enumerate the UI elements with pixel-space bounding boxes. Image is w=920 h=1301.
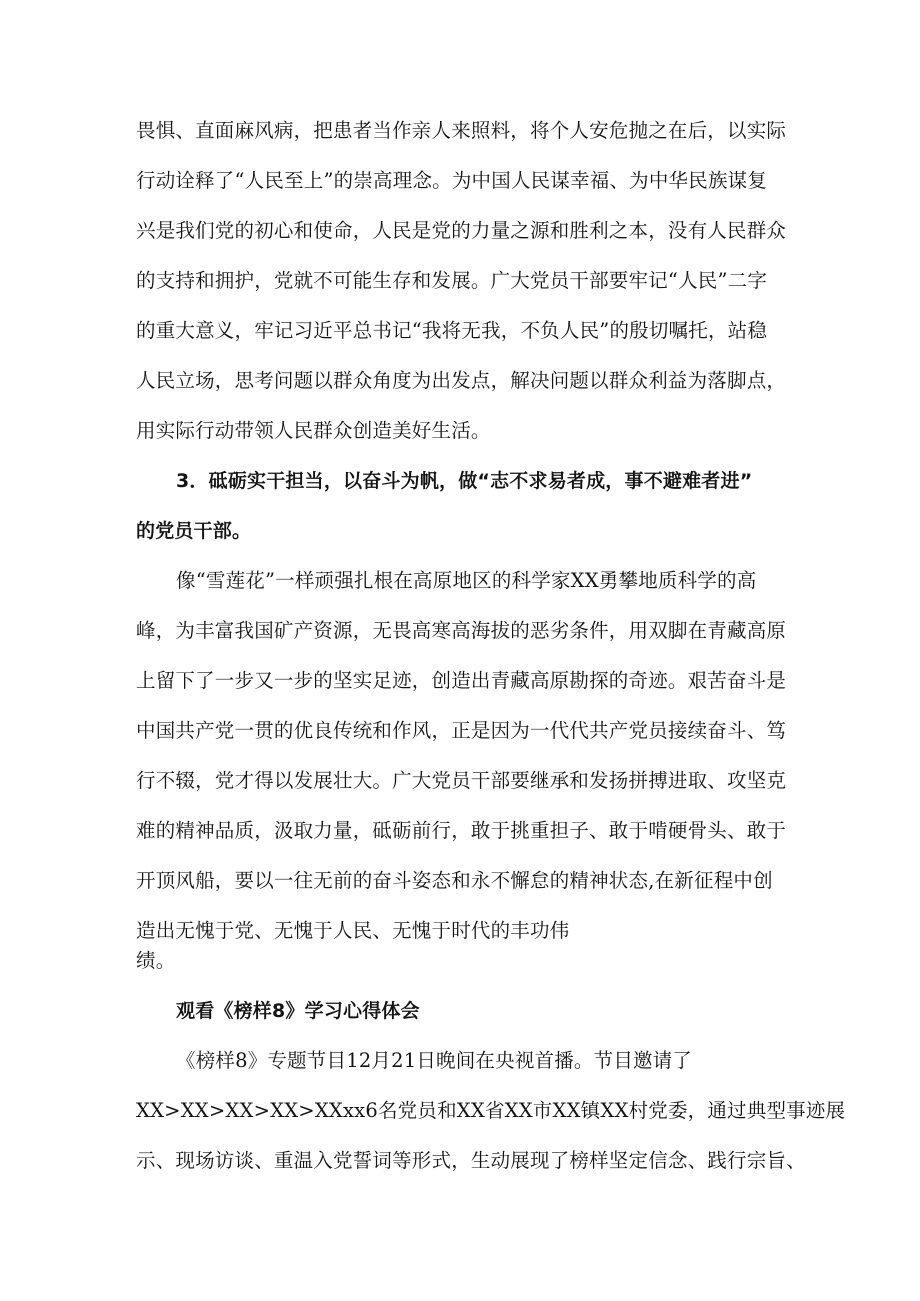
text-line: 行动诠释了“人民至上”的崇高理念。为中国人民谋幸福、为中华民族谋复	[136, 169, 768, 192]
text-line: 用实际行动带领人民群众创造美好生活。	[136, 419, 491, 442]
text-line: 像“雪莲花”一样顽强扎根在高原地区的科学家XX勇攀地质科学的高	[176, 569, 757, 592]
text-line: 开顶风船，要以一往无前的奋斗姿态和永不懈怠的精神状态,在新征程中创	[136, 869, 773, 892]
heading-line: 的党员干部。	[136, 520, 252, 542]
text-line: 《榜样8》专题节目12月21日晚间在央视首播。节目邀请了	[176, 1049, 693, 1072]
heading-line: 3．砥砺实干担当，以奋斗为帆，做“志不求易者成，事不避难者进”	[176, 470, 753, 492]
text-line: 峰，为丰富我国矿产资源，无畏高寒高海拔的恶劣条件，用双脚在青藏高原	[136, 619, 787, 642]
text-line: 上留下了一步又一步的坚实足迹，创造出青藏高原勘探的奇迹。艰苦奋斗是	[136, 669, 787, 692]
text-line: 兴是我们党的初心和使命，人民是党的力量之源和胜利之本，没有人民群众	[136, 219, 787, 242]
text-line: 示、现场访谈、重温入党誓词等形式，生动展现了榜样坚定信念、践行宗旨、	[136, 1149, 806, 1172]
text-line: 行不辍，党才得以发展壮大。广大党员干部要继承和发扬拼搏进取、攻坚克	[136, 769, 787, 792]
section-title: 观看《榜样8》学习心得体会	[176, 1000, 420, 1022]
text-line: 的重大意义，牢记习近平总书记“我将无我，不负人民”的殷切嘱托，站稳	[136, 319, 768, 342]
text-line: 造出无愧于党、无愧于人民、无愧于时代的丰功伟	[136, 919, 570, 942]
text-line: 畏惧、直面麻风病，把患者当作亲人来照料，将个人安危抛之在后，以实际	[136, 119, 787, 142]
text-line: 人民立场，思考问题以群众角度为出发点，解决问题以群众利益为落脚点，	[136, 369, 787, 392]
text-line: 绩。	[136, 949, 176, 972]
text-line: XX>XX>XX>XX>XXxx6名党员和XX省XX市XX镇XX村党委，通过典型事迹展	[136, 1099, 846, 1122]
text-line: 的支持和拥护，党就不可能生存和发展。广大党员干部要牢记“人民”二字	[136, 269, 768, 292]
text-line: 难的精神品质，汲取力量，砥砺前行，敢于挑重担子、敢于啃硬骨头、敢于	[136, 819, 787, 842]
text-line: 中国共产党一贯的优良传统和作风，正是因为一代代共产党员接续奋斗、笃	[136, 719, 787, 742]
